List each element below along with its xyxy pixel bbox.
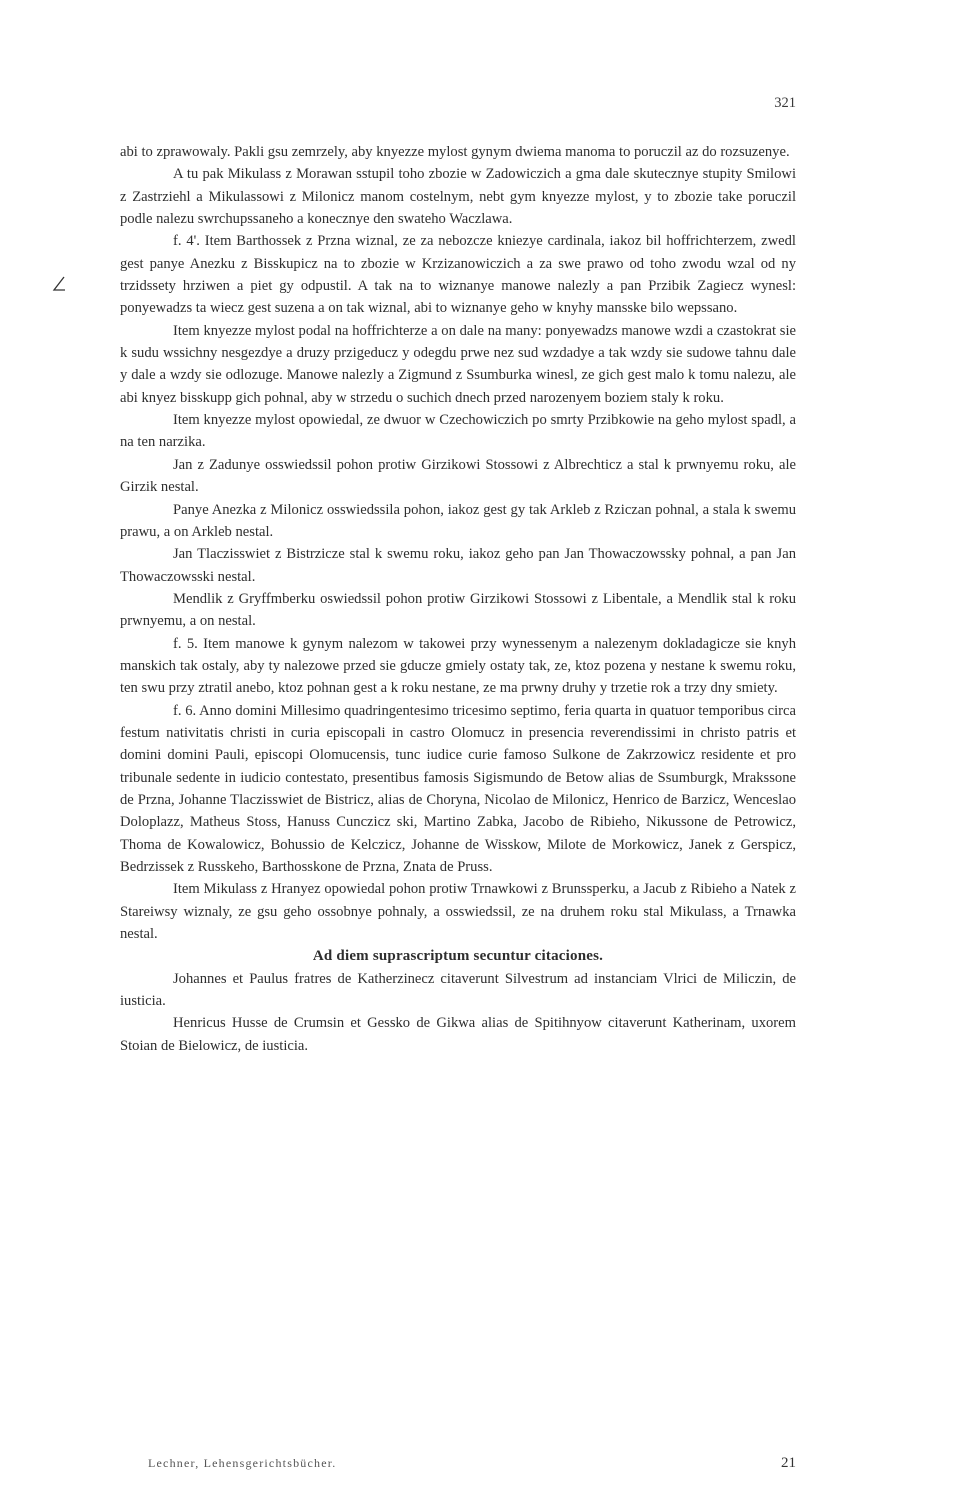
paragraph: Item Mikulass z Hranyez opowiedal pohon protiw Trnawkowi z Brunssperku, a Jacub z Ribieho a Natek z Stareiwsy wiznaly, ze gsu geho ossobnye pohnaly, a osswiedssil, ze na druhem roku stal Mikulass, a Trnawka nestal. — [120, 881, 796, 943]
paragraph: Jan Tlaczisswiet z Bistrzicze stal k swemu roku, iakoz geho pan Jan Thowaczowssky pohnal, a pan Jan Thowaczowsski nestal. — [120, 546, 796, 585]
paragraph: f. 4'. Item Barthossek z Przna wiznal, ze za nebozcze kniezye cardinala, iakoz bil hoffrichterzem, zwedl gest panye Anezku z Bisskupicz na to zbozie w Krzizanowiczich a za swe prawo od toho zwodu wzal od ny trzidssety hrziwen a piet gy odpustil. A tak na to wiznanye manowe nalezly a pan Przibik Zagiecz wynesl: ponyewadzs ta wiecz gest suzena a on tak wiznal, abi to wiznanye geho w knyhy mansske bilo wepssano. — [120, 233, 796, 317]
section-heading: Ad diem suprascriptum secuntur citaciones. — [312, 948, 604, 965]
margin-mark-icon — [52, 276, 66, 292]
paragraph: Item knyezze mylost opowiedal, ze dwuor w Czechowiczich po smrty Przibkowie na geho mylost spadl, a na ten narzika. — [120, 412, 796, 451]
citation-paragraph: Johannes et Paulus fratres de Katherzinecz citaverunt Silvestrum ad instanciam Vlrici de Miliczin, de iusticia. — [120, 970, 796, 1010]
paragraph: Panye Anezka z Milonicz osswiedssila pohon, iakoz gest gy tak Arkleb z Rziczan pohnal, a stala k swemu prawu, a on Arkleb nestal. — [120, 501, 796, 540]
citation-paragraph: Henricus Husse de Crumsin et Gessko de Gikwa alias de Spitihnyow citaverunt Katherinam, uxorem Stoian de Bielowicz, de iusticia. — [120, 1015, 796, 1054]
paragraph: A tu pak Mikulass z Morawan sstupil toho zbozie w Zadowiczich a gma dale skutecznye stupity Smilowi z Zastrziehl a Mikulassowi z Milonicz manom costelnym, nebt gym knyezze mylost, y to zbozie take poruczil podle nalezu swrchupssaneho a konecznye den swateho Waczlawa. — [120, 166, 796, 228]
paragraph: Mendlik z Gryffmberku oswiedssil pohon protiw Girzikowi Stossowi z Libentale, a Mendlik stal k roku prwnyemu, a on nestal. — [120, 590, 796, 630]
paragraph: Jan z Zadunye osswiedssil pohon protiw Girzikowi Stossowi z Albrechticz a stal k prwnyemu roku, ale Girzik nestal. — [120, 456, 796, 496]
page-number: 321 — [774, 95, 796, 111]
footer-signature-mark: 21 — [781, 1455, 796, 1471]
paragraph: f. 5. Item manowe k gynym nalezom w takowei przy wynessenym a nalezenym dokladagicze sie knyh manskich tak ostaly, aby ty nalezowe przed sie gducze gmiely ostaty tak, ze, ktoz pozena y nestane k swemu roku, ten swu przy ztratil anebo, ktoz pohnan gest a k roku nestane, ze ma prwny druhy y trzetie rok a trzy dny smiety. — [120, 635, 796, 697]
paragraph: Item knyezze mylost podal na hoffrichterze a on dale na many: ponyewadzs manowe wzdi a czastokrat sie k sudu wssichny nesgezdye a druzy przigeducz y odegdu prwe nez sud wzdadye a tak wzdy sie sudowe tahnu dale y dale a wzdy sie odlozuge. Manowe nalezly a Zigmund z Ssumburka winesl, ze gich gest malo k tomu nalezu, ale abi knyez bisskupp gich pohnal, aby w strzedu o suchich dnech przed narozenyem boziem staly k roku. — [120, 322, 796, 406]
paragraph: f. 6. Anno domini Millesimo quadringentesimo tricesimo septimo, feria quarta in quatuor temporibus circa festum nativitatis christi in curia episcopali in castro Olomucz in presencia reverendissimi in christo patris et domini domini Pauli, episcopi Olomucensis, tunc iudice curie famoso Sulkone de Zakrzowicz residente et pro tribunale sedente in iudicio contestato, presentibus famosis Sigismundo de Betow alias de Ssumburgk, Mrakssone de Przna, Johanne Tlaczisswiet de Bistricz, alias de Choryna, Nicolao de Milonicz, Henrico de Barzicz, Wenceslao Doloplazz, Matheus Stoss, Hanuss Cunczicz ski, Martino Zabka, Jacobo de Ribieho, Nikussone de Petrowicz, Thoma de Kowalowicz, Bohussio de Kelczicz, Johanne de Wisskow, Milote de Morkowicz, Janek z Gerspicz, Bedrzissek z Russkeho, Barthosskone de Przna, Znata de Pruss. — [120, 702, 796, 875]
paragraph: abi to zprawowaly. Pakli gsu zemrzely, aby knyezze mylost gynym dwiema manoma to poruczil az do rozsuzenye. — [120, 144, 790, 160]
body-text — [120, 141, 796, 1057]
footer-source: Lechner, Lehensgerichtsbücher. — [148, 1456, 337, 1470]
